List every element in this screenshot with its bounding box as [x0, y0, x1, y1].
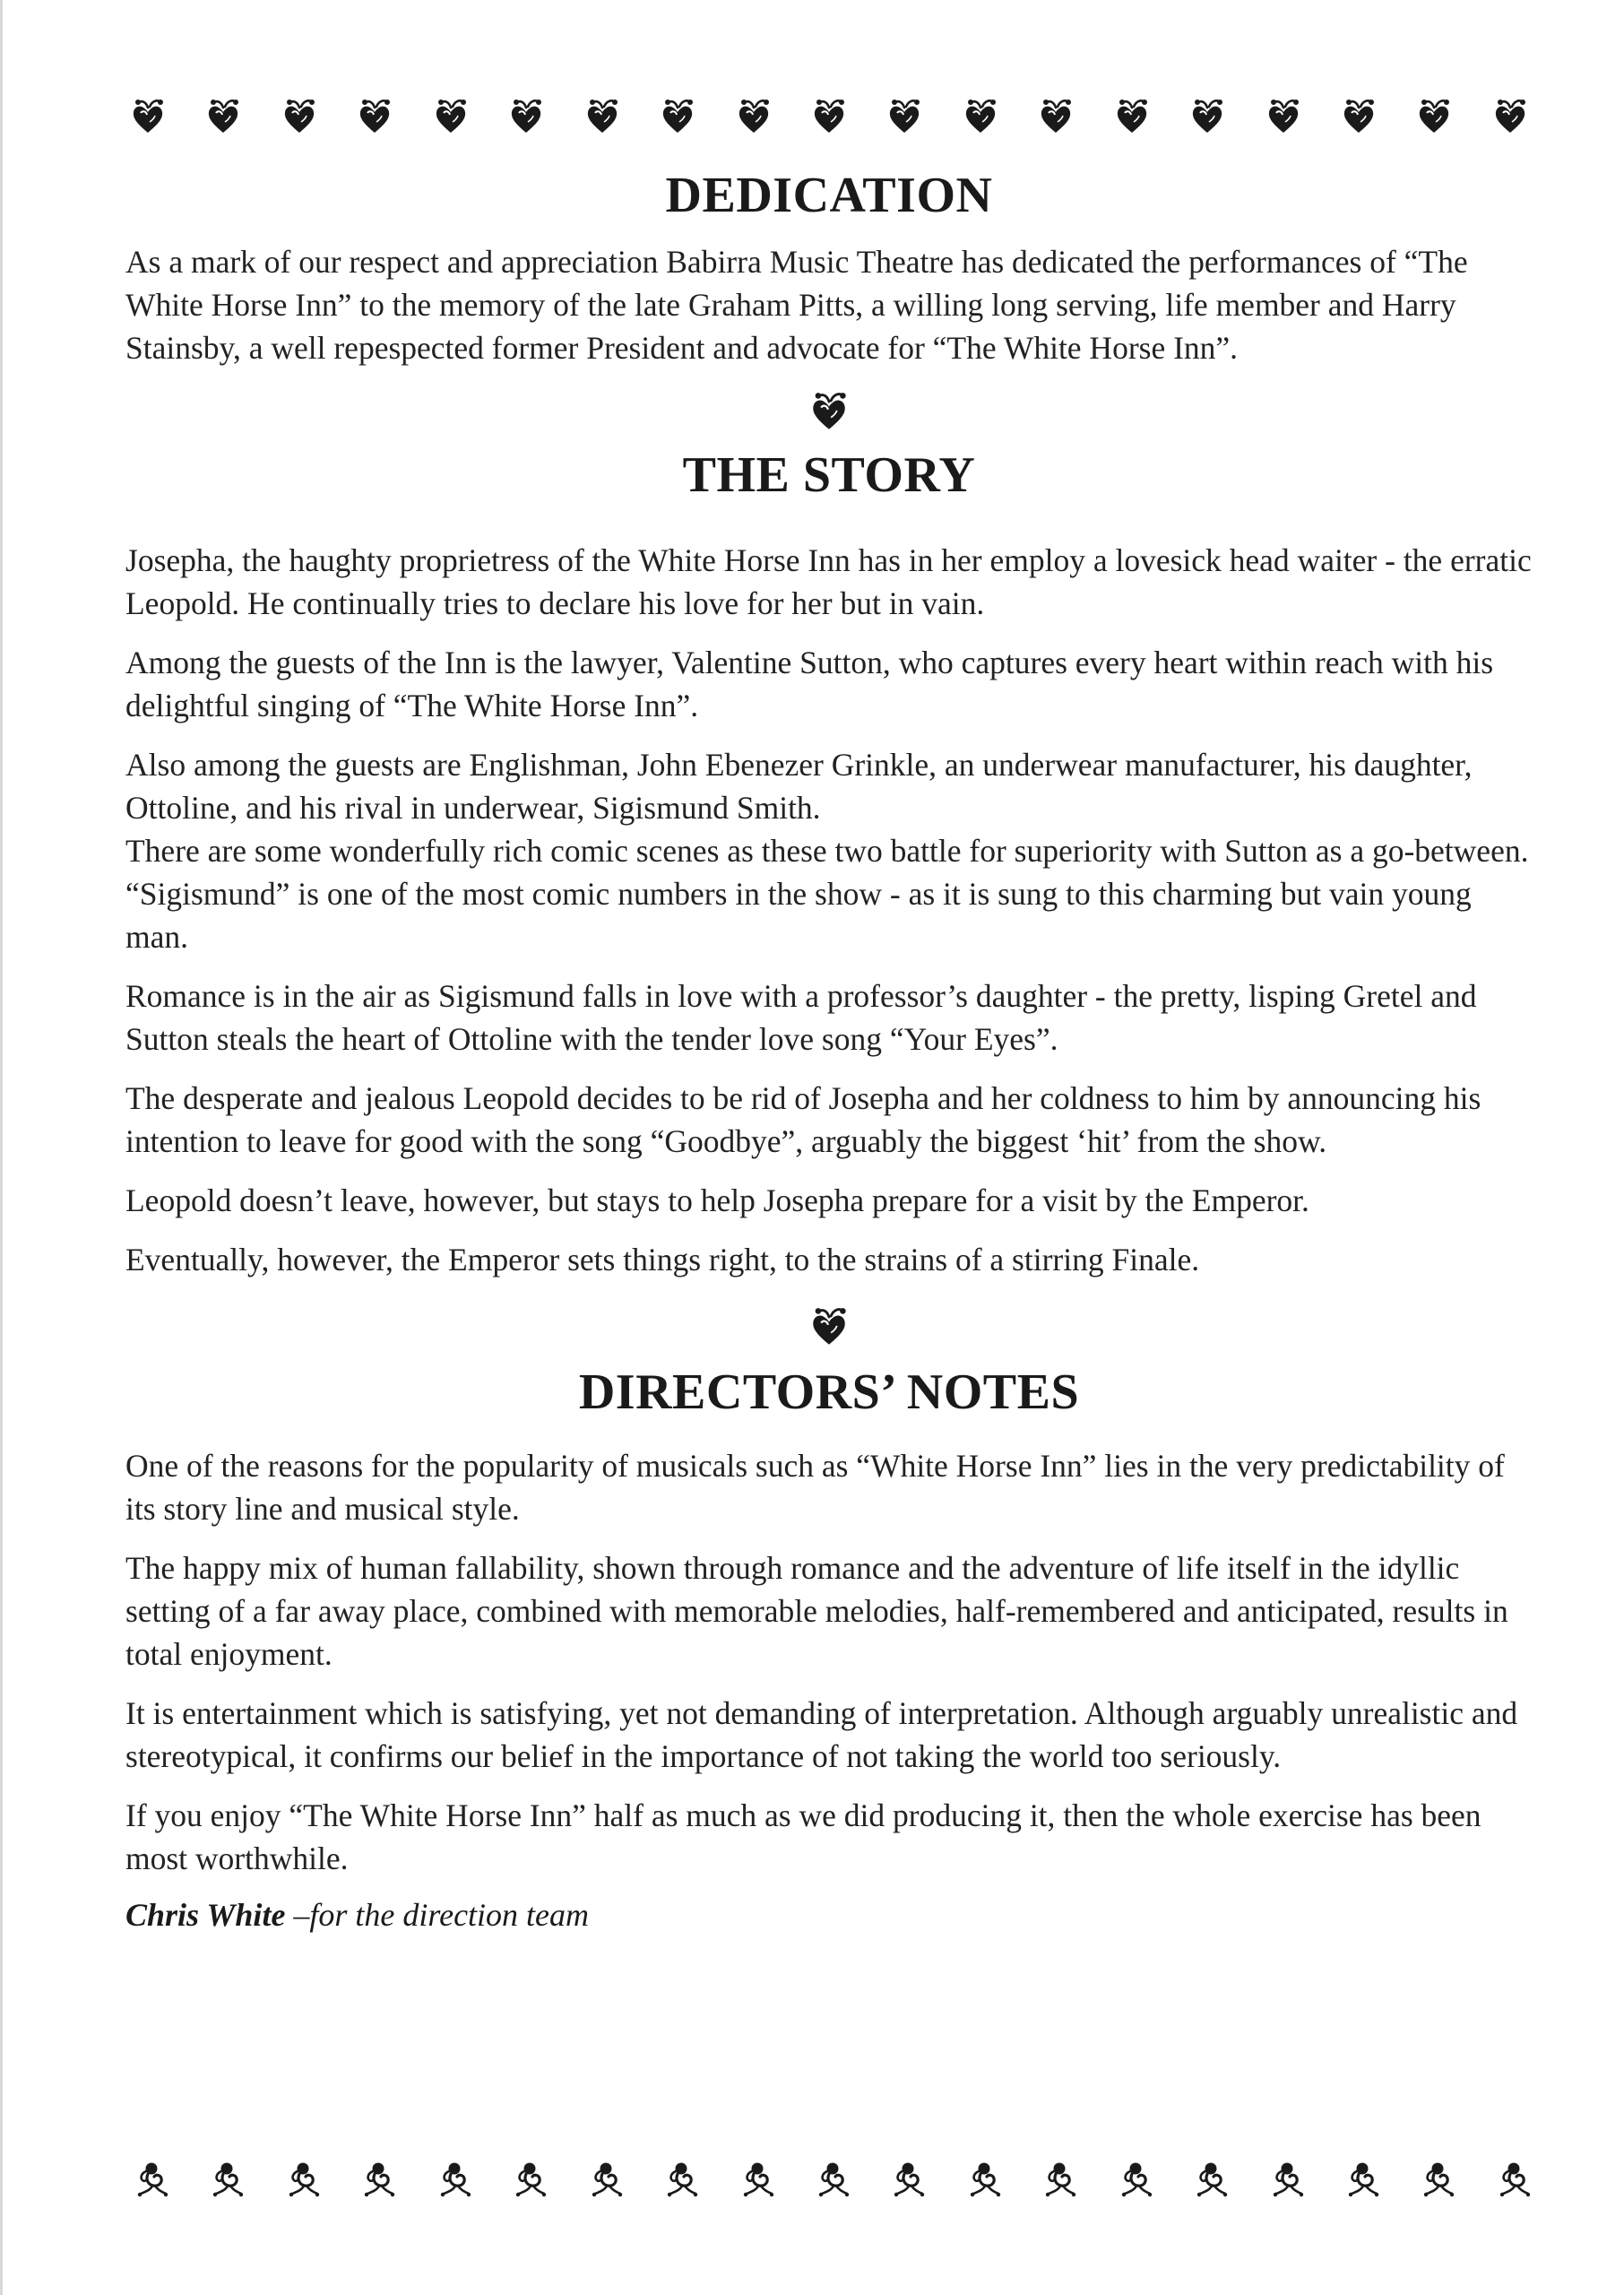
- top-ornament-border: [130, 90, 1528, 143]
- figure-ornament-icon: [361, 2159, 397, 2202]
- heart-flower-icon: [886, 95, 922, 138]
- heart-flower-icon: [584, 95, 620, 138]
- figure-ornament-icon: [1497, 2159, 1533, 2202]
- dedication-heading: DEDICATION: [665, 168, 993, 223]
- heart-flower-icon: [508, 95, 544, 138]
- dedication-text: As a mark of our respect and appreciation Babirra Music Theatre has dedicated the performances of “The White Horse Inn” to the memory of the late Graham Pitts, a willing long serving, life member and Harry Stainsby, a well repespected former President and advocate for “The White Horse Inn”.: [125, 243, 1468, 366]
- directors-notes-section: [125, 1444, 1533, 1934]
- page-edge: [0, 0, 3, 2295]
- story-paragraph: Eventually, however, the Emperor sets things right, to the strains of a stirring Finale.: [125, 1242, 1200, 1278]
- heart-flower-icon: [433, 95, 469, 138]
- figure-ornament-icon: [664, 2159, 700, 2202]
- figure-ornament-icon: [210, 2159, 246, 2202]
- story-paragraph: The desperate and jealous Leopold decides to be rid of Josepha and her coldness to him by announcing his intention to leave for good with the song “Goodbye”, arguably the biggest ‘hit’ from the show.: [125, 1080, 1481, 1160]
- figure-ornament-icon: [1421, 2159, 1456, 2202]
- heart-flower-icon: [1114, 95, 1150, 138]
- heart-flower-icon: [281, 95, 317, 138]
- figure-ornament-icon: [891, 2159, 927, 2202]
- signature-name: Chris White: [125, 1896, 286, 1933]
- directors-paragraph: The happy mix of human fallability, shown through romance and the adventure of life itself in the idyllic setting of a far away place, combined with memorable melodies, half-remembered and anticipated, results in total enjoyment.: [125, 1549, 1508, 1672]
- heart-flower-icon: [1492, 95, 1528, 138]
- dedication-section: [125, 240, 1533, 369]
- heart-flower-icon: [1341, 95, 1377, 138]
- signature-role: –for the direction team: [285, 1896, 590, 1933]
- directors-notes-heading: DIRECTORS’ NOTES: [578, 1364, 1080, 1421]
- story-paragraph: Leopold doesn’t leave, however, but stays to help Josepha prepare for a visit by the Emperor.: [125, 1182, 1309, 1219]
- figure-ornament-icon: [1270, 2159, 1306, 2202]
- heart-flower-icon: [205, 95, 241, 138]
- story-paragraph: Also among the guests are Englishman, John Ebenezer Grinkle, an underwear manufacturer, his daughter, Ottoline, and his rival in underwear, Sigismund Smith.: [125, 747, 1473, 827]
- heart-flower-icon: [1189, 95, 1225, 138]
- story-paragraph: Among the guests of the Inn is the lawyer, Valentine Sutton, who captures every heart within reach with his delightful singing of “The White Horse Inn”.: [125, 645, 1494, 724]
- heart-flower-icon: [357, 95, 393, 138]
- signature: [125, 1896, 1533, 1934]
- figure-ornament-icon: [513, 2159, 549, 2202]
- story-paragraph: Josepha, the haughty proprietress of the White Horse Inn has in her employ a lovesick head waiter - the erratic Leopold. He continually tries to declare his love for her but in vain.: [125, 542, 1532, 622]
- section-divider: [125, 1301, 1533, 1353]
- figure-ornament-icon: [589, 2159, 625, 2202]
- heart-flower-icon: [1416, 95, 1452, 138]
- section-divider: [125, 385, 1533, 437]
- heart-flower-icon: [660, 95, 695, 138]
- bottom-ornament-border: [134, 2152, 1533, 2209]
- heart-flower-icon: [963, 95, 998, 138]
- figure-ornament-icon: [1345, 2159, 1381, 2202]
- figure-ornament-icon: [816, 2159, 851, 2202]
- heart-flower-icon: [736, 95, 772, 138]
- directors-paragraph: If you enjoy “The White Horse Inn” half as much as we did producing it, then the whole exercise has been most worthwhile.: [125, 1797, 1481, 1876]
- story-heading: THE STORY: [682, 446, 976, 503]
- figure-ornament-icon: [1194, 2159, 1230, 2202]
- figure-ornament-icon: [1119, 2159, 1154, 2202]
- heart-flower-icon: [1038, 95, 1074, 138]
- heart-flower-icon: [130, 95, 166, 138]
- story-section: [125, 539, 1533, 1281]
- directors-paragraph: It is entertainment which is satisfying, yet not demanding of interpretation. Although arguably unrealistic and stereotypical, it confirms our belief in the importance of not taking the world too seriously.: [125, 1694, 1518, 1774]
- figure-ornament-icon: [1042, 2159, 1078, 2202]
- story-paragraph: Romance is in the air as Sigismund falls in love with a professor’s daughter - the pretty, lisping Gretel and Sutton steals the heart of Ottoline with the tender love song “Your Eyes”.: [125, 978, 1477, 1058]
- figure-ornament-icon: [967, 2159, 1003, 2202]
- figure-ornament-icon: [286, 2159, 322, 2202]
- figure-ornament-icon: [740, 2159, 776, 2202]
- story-paragraph: There are some wonderfully rich comic scenes as these two battle for superiority with Sutton as a go-between. “Sigismund” is one of the most comic numbers in the show - as it is sung to this charming but vain young man.: [125, 833, 1529, 956]
- figure-ornament-icon: [134, 2159, 170, 2202]
- directors-paragraph: One of the reasons for the popularity of musicals such as “White Horse Inn” lies in the very predictability of its story line and musical style.: [125, 1447, 1505, 1527]
- heart-flower-icon: [809, 385, 849, 437]
- figure-ornament-icon: [437, 2159, 473, 2202]
- programme-page: [125, 90, 1533, 1934]
- heart-flower-icon: [809, 1301, 849, 1353]
- heart-flower-icon: [1266, 95, 1301, 138]
- heart-flower-icon: [811, 95, 847, 138]
